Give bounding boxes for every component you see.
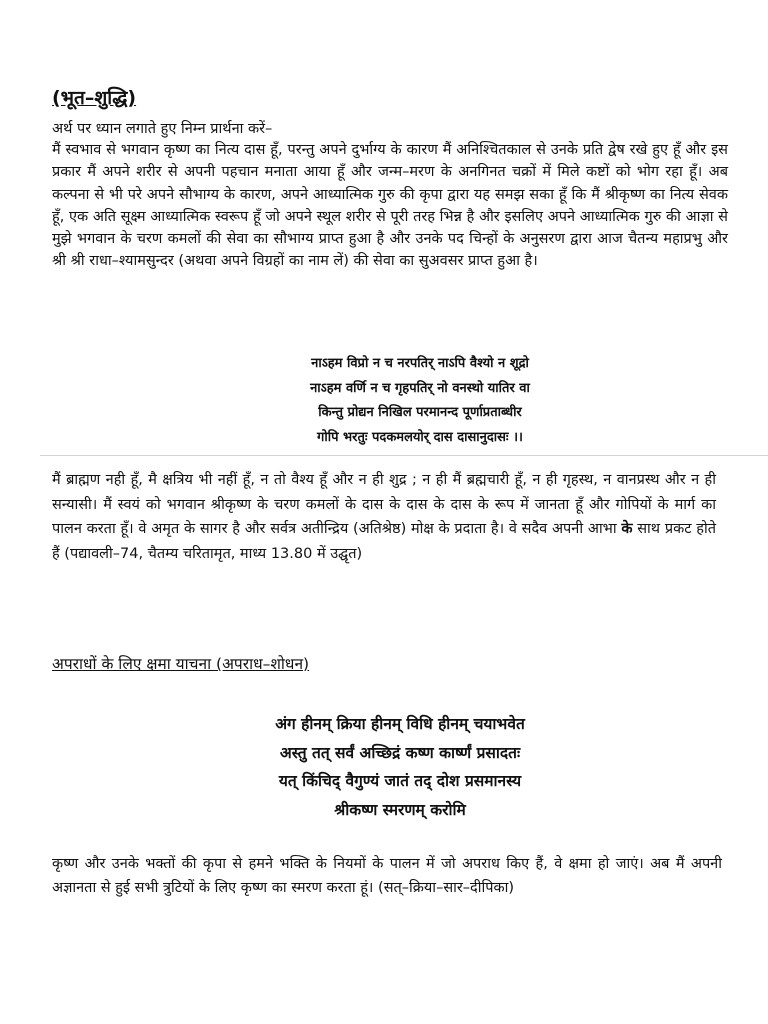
verse-line: गोपि भरतुः पदकमलयोर् दास दासानुदासः ।। (317, 429, 523, 445)
verse-line: श्रीकष्ण स्मरणम् करोमि (334, 799, 466, 819)
verse-line: नाऽहम विप्रो न च नरपतिर् नाऽपि वैश्यो न शूद्रो (311, 356, 529, 371)
sanskrit-verse-1 (250, 352, 590, 450)
verse-line: यत् किंचिद् वैगुण्यं जातं तद् दोश प्रसमानस्य (278, 771, 522, 790)
verse-line: किन्तु प्रोद्यन निखिल परमानन्द पूर्णाप्रताब्धीर (318, 405, 522, 420)
verse-line: नाऽहम वर्णि न च गृहपतिर् नो वनस्थो यातिर वा (310, 380, 530, 396)
section-heading-apradh-shodhan: अपराधों के लिए क्षमा याचना (अपराध–शोधन) (52, 655, 310, 673)
translation-text-end: साथ प्रकट होते हैं (पद्यावली–74, चैतम्य चरितामृत, माध्य 13.80 में उद्घृत) (52, 521, 716, 562)
section-divider (40, 455, 768, 456)
translation-bold-word: के (621, 521, 633, 537)
instruction-line: अर्थ पर ध्यान लगाते हुए निम्न प्रार्थना करें– (52, 121, 273, 137)
verse-line: अंग हीनम् क्रिया हीनम् विधि हीनम् चयाभवेत (275, 714, 525, 733)
section-heading-bhoota-shuddhi: (भूत–शुद्धि) (52, 87, 137, 109)
prayer-paragraph: मैं स्वभाव से भगवान कृष्ण का नित्य दास हूँ, परन्तु अपने दुर्भाग्य के कारण मैं अनिश्चितकाल से उनके प्रति द्वेष रखे हुए हूँ और इस प्रकार मैं अपने शरीर से अपनी पहचान मनाता आया हूँ और जन्म–मरण के अनगिनत चक्रों में मिले कष्टों को भोग रहा हूँ। अब कल्पना से भी परे अपने सौभाग्य के कारण, अपने आध्यात्मिक गुरु की कृपा द्वारा यह समझ सका हूँ कि मैं श्रीकृष्ण का नित्य सेवक हूँ, एक अति सूक्ष्म आध्यात्मिक स्वरूप हूँ जो अपने स्थूल शरीर से पूरी तरह भिन्न है और इसलिए अपने आध्यात्मिक गुरु की आज्ञा से मुझे भगवान के चरण कमलों की सेवा का सौभाग्य प्राप्त हुआ है और उनके पद चिन्हों के अनुसरण द्वारा आज चैतन्य महाप्रभु और श्री श्री राधा–श्यामसुन्दर (अथवा अपने विग्रहों का नाम लें) की सेवा का सुअवसर प्राप्त हुआ है। (52, 142, 728, 270)
sanskrit-verse-2 (200, 710, 600, 824)
translation-text: मैं ब्राह्मण नही हूँ, मै क्षत्रिय भी नहीं हूँ, न तो वैश्य हूँ और न ही शुद्र ; न ही मैं ब्रह्मचारी हूँ, न ही गृहस्थ, न वानप्रस्थ और न ही सन्यासी। मैं स्वयं को भगवान श्रीकृष्ण के चरण कमलों के दास के दास के दास के रूप में जानता हूँ और गोपियों के मार्ग का पालन करता हूँ। वे अमृत के सागर है और सर्वत्र अतीन्द्रिय (अतिश्रेष्ठ) मोक्ष के प्रदाता है। वे सदैव अपनी आभा (52, 472, 716, 537)
verse-1-translation (52, 468, 716, 566)
verse-2-translation: कृष्ण और उनके भक्तों की कृपा से हमने भक्ति के नियमों के पालन में जो अपराध किए हैं, वे क्षमा हो जाएं। अब मैं अपनी अज्ञानता से हुई सभी त्रुटियों के लिए कृष्ण का स्मरण करता हूं। (सत्–क्रिया–सार–दीपिका) (52, 856, 722, 896)
verse-line: अस्तु तत् सर्वं अच्छिद्रं कष्ण कार्ष्णं प्रसादतः (279, 742, 521, 762)
